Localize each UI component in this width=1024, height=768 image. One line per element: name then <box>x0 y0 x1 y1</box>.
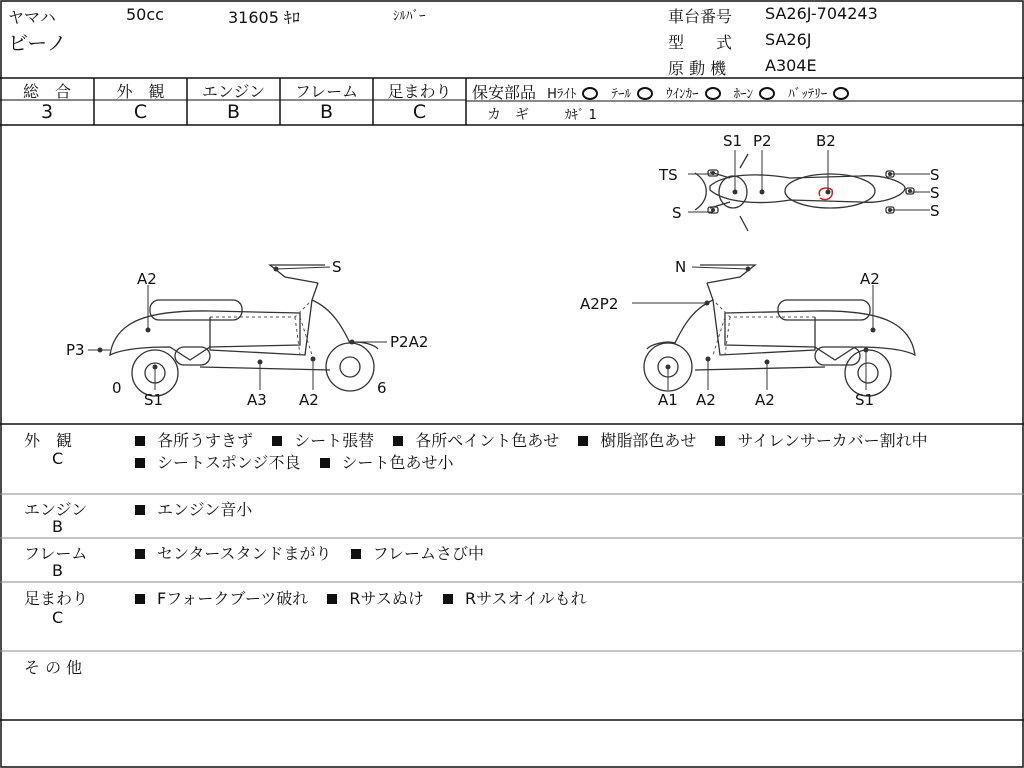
rating-grade-overall: 3 <box>40 101 54 123</box>
right-label-a2-b1: A2 <box>696 391 716 409</box>
model-name: ビーノ <box>8 31 67 55</box>
note-item: シート張替 <box>294 431 375 450</box>
rating-label-frame: フレーム <box>294 82 359 101</box>
top-label-p2: P2 <box>753 132 772 150</box>
section-label-other: そ の 他 <box>24 658 83 677</box>
model-type: SA26J <box>765 30 812 49</box>
safety-battery-label: ﾊﾞｯﾃﾘｰ <box>788 87 828 102</box>
horn-ok-icon <box>759 87 775 100</box>
note-item: シート色あせ小 <box>341 453 454 472</box>
exterior-notes-line-1 <box>135 428 928 451</box>
rating-grade-suspension: C <box>412 101 427 123</box>
note-item: 樹脂部色あせ <box>600 431 697 450</box>
engine-code-label: 原 動 機 <box>668 59 727 78</box>
exterior-notes-line-2 <box>135 450 454 473</box>
engine-code: A304E <box>765 56 817 75</box>
left-label-p2a2: P2A2 <box>390 333 429 351</box>
bullet-square-icon <box>320 458 330 468</box>
model-type-label: 型 式 <box>668 33 733 52</box>
key-count: ｶｷﾞ 1 <box>565 108 597 123</box>
maker-name: ヤマハ <box>8 8 56 27</box>
section-label-exterior: 外 観 <box>24 431 73 450</box>
section-grade-engine: B <box>52 517 63 536</box>
top-label-s-r1: S <box>930 166 940 184</box>
rating-label-engine: エンジン <box>201 82 266 101</box>
bullet-square-icon <box>327 594 337 604</box>
section-grade-exterior: C <box>52 449 64 468</box>
bullet-square-icon <box>351 549 361 559</box>
scooter-right-view <box>570 255 950 415</box>
winker-ok-icon <box>705 87 721 100</box>
top-label-b2: B2 <box>816 132 836 150</box>
safety-parts-row <box>472 80 853 103</box>
rating-grade-frame: B <box>319 101 334 123</box>
safety-winker-label: ｳｲﾝｶｰ <box>666 87 699 102</box>
scooter-top-view <box>640 128 960 243</box>
right-label-a2p2: A2P2 <box>580 295 619 313</box>
rating-label-suspension: 足まわり <box>387 82 452 101</box>
top-label-ts: TS <box>659 166 678 184</box>
section-grade-frame: B <box>52 561 63 580</box>
safety-parts-title: 保安部品 <box>472 83 537 102</box>
bullet-square-icon <box>715 436 725 446</box>
bullet-square-icon <box>135 436 145 446</box>
rating-grade-exterior: C <box>133 101 148 123</box>
note-item: シートスポンジ不良 <box>157 453 301 472</box>
note-item: Fフォークブーツ破れ <box>157 589 309 608</box>
headlight-ok-icon <box>582 87 598 100</box>
note-item: 各所うすきず <box>157 431 254 450</box>
top-label-s-r2: S <box>930 184 940 202</box>
rating-grade-engine: B <box>226 101 241 123</box>
right-label-a1: A1 <box>658 391 678 409</box>
note-item: エンジン音小 <box>157 500 253 519</box>
mileage: 31605 ｷﾛ <box>228 8 300 27</box>
suspension-notes-line-1 <box>135 586 587 609</box>
note-item: センタースタンドまがり <box>157 544 332 563</box>
right-label-a2-b2: A2 <box>755 391 775 409</box>
left-label-a3: A3 <box>247 391 267 409</box>
tail-ok-icon <box>637 87 653 100</box>
battery-ok-icon <box>833 87 849 100</box>
left-label-p3: P3 <box>66 341 85 359</box>
safety-headlight-label: Hﾗｲﾄ <box>547 87 577 102</box>
safety-tail-label: ﾃｰﾙ <box>611 87 631 102</box>
note-item: Rサスぬけ <box>349 589 424 608</box>
top-label-s-r3: S <box>930 202 940 220</box>
frame-number-label: 車台番号 <box>668 7 733 26</box>
left-label-s: S <box>332 258 342 276</box>
section-grade-suspension: C <box>52 608 64 627</box>
frame-number: SA26J-704243 <box>765 4 878 23</box>
left-label-zero: 0 <box>112 379 122 397</box>
note-item: 各所ペイント色あせ <box>415 431 560 450</box>
bullet-square-icon <box>135 458 145 468</box>
engine-notes-line-1 <box>135 497 252 520</box>
left-label-a2-seat: A2 <box>137 270 157 288</box>
bullet-square-icon <box>393 436 403 446</box>
top-label-s-left: S <box>672 204 682 222</box>
left-label-s1: S1 <box>144 391 164 409</box>
key-label: カ ギ <box>487 107 529 123</box>
safety-horn-label: ﾎｰﾝ <box>733 87 754 102</box>
note-item: Rサスオイルもれ <box>464 589 587 608</box>
frame-notes-line-1 <box>135 541 484 564</box>
bullet-square-icon <box>272 436 282 446</box>
note-item: サイレンサーカバー割れ中 <box>737 431 928 450</box>
right-label-a2-seat: A2 <box>860 270 880 288</box>
right-label-s1: S1 <box>855 391 875 409</box>
body-color: ｼﾙﾊﾞｰ <box>393 9 426 24</box>
bullet-square-icon <box>135 549 145 559</box>
right-label-n: N <box>675 258 687 276</box>
top-label-s1: S1 <box>723 132 743 150</box>
left-label-a2-bottom: A2 <box>299 391 319 409</box>
bullet-square-icon <box>135 594 145 604</box>
rating-label-overall: 総 合 <box>22 82 71 101</box>
bullet-square-icon <box>135 505 145 515</box>
rating-label-exterior: 外 観 <box>116 82 165 101</box>
section-label-frame: フレーム <box>24 544 88 563</box>
section-label-engine: エンジン <box>24 500 88 519</box>
note-item: フレームさび中 <box>372 544 485 563</box>
engine-displacement: 50cc <box>126 5 164 24</box>
bullet-square-icon <box>578 436 588 446</box>
left-label-six: 6 <box>377 379 387 397</box>
bullet-square-icon <box>443 594 453 604</box>
scooter-left-view <box>60 255 460 415</box>
section-label-suspension: 足まわり <box>24 589 89 608</box>
